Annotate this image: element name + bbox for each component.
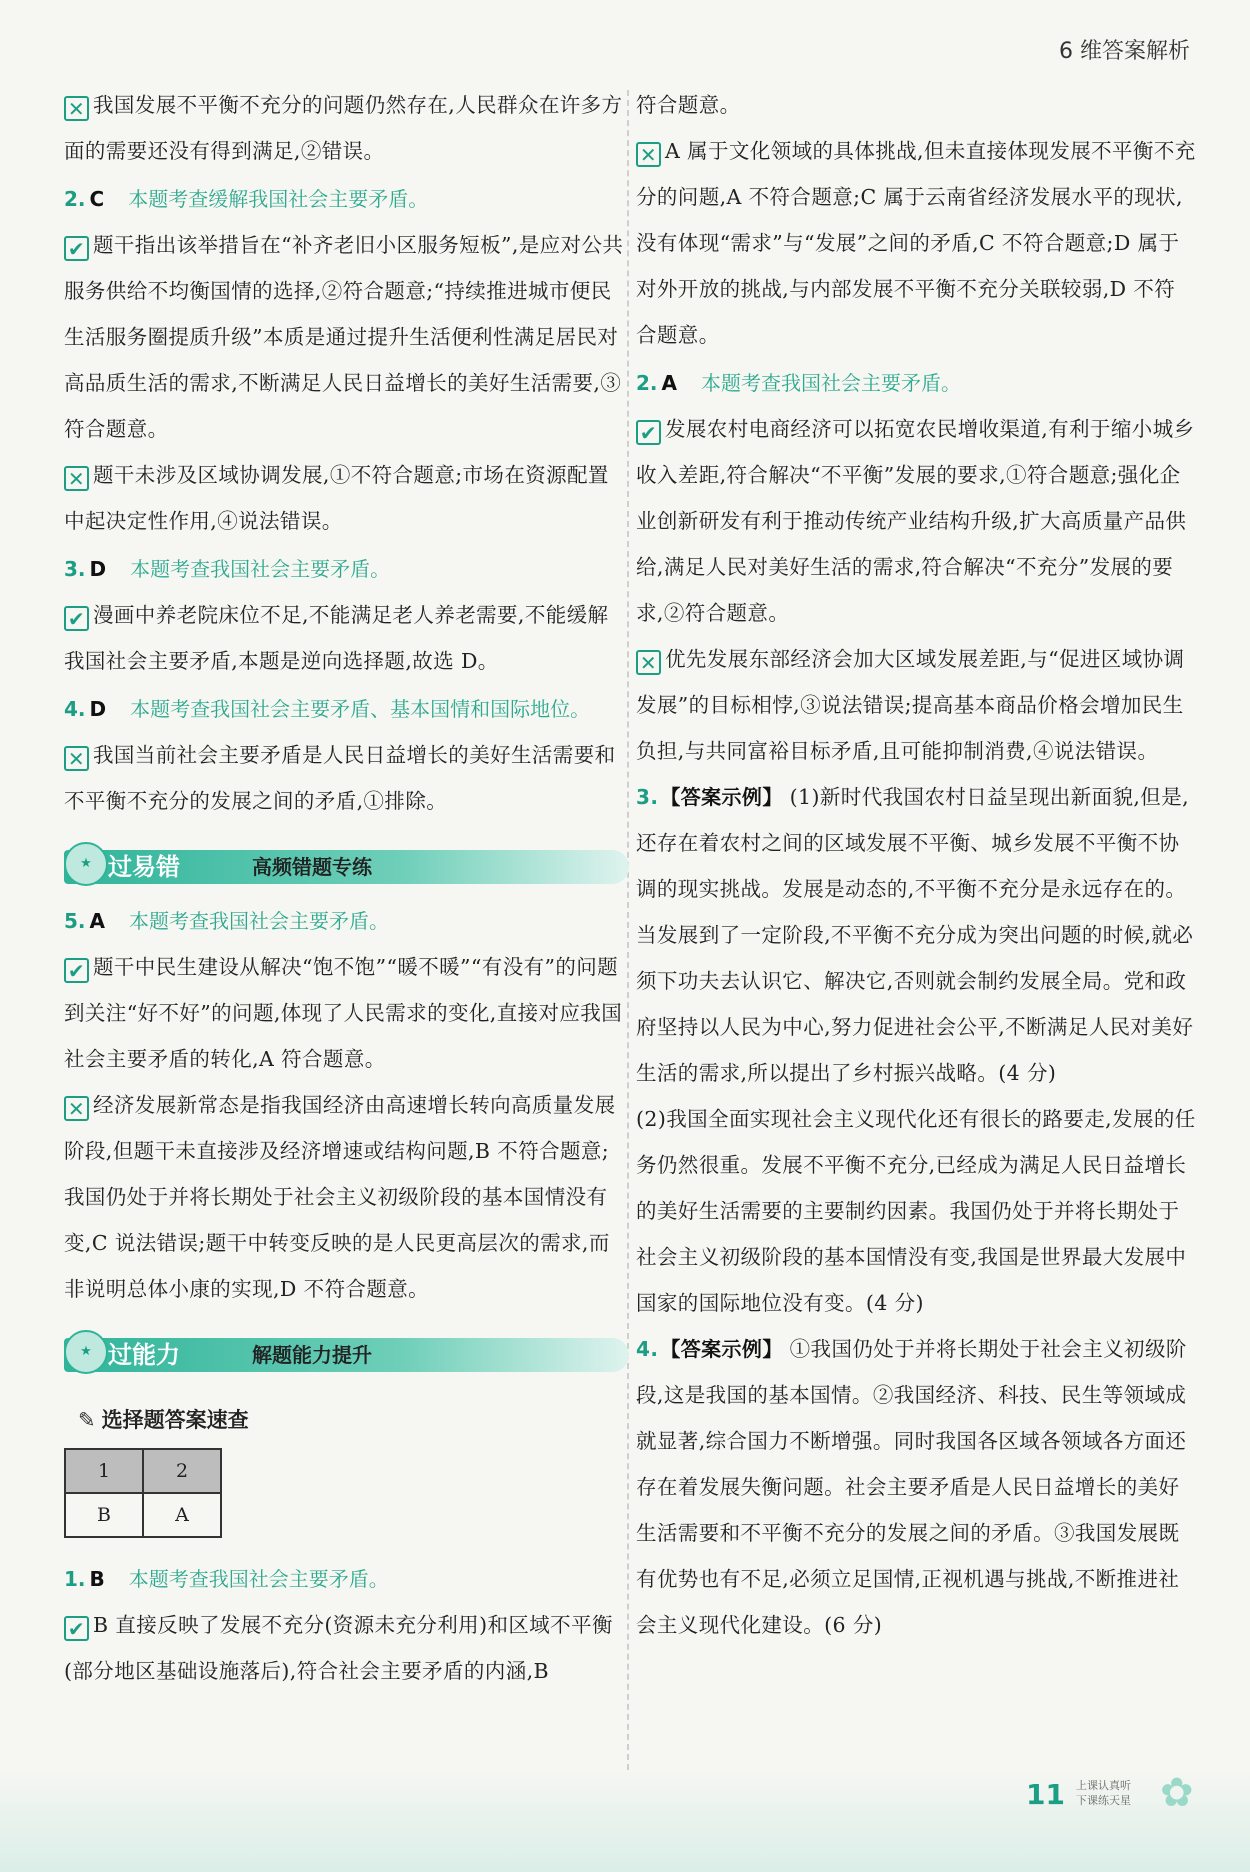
paragraph: ✔ 题干指出该举措旨在“补齐老旧小区服务短板”,是应对公共服务供给不均衡国情的选择,②符合题意;“持续推进城市便民生活服务圈提质升级”本质是通过提升生活便利性满足居民对高品质生活的需求,不断满足人民日益增长的美好生活需要,③符合题意。	[64, 233, 624, 441]
paragraph: ✕ 我国发展不平衡不充分的问题仍然存在,人民群众在许多方面的需要还没有得到满足,②错误。	[64, 93, 623, 163]
pencil-icon: ✎	[78, 1408, 96, 1432]
answer-heading: 2. A 本题考查我国社会主要矛盾。	[636, 371, 961, 395]
left-column	[64, 82, 624, 1694]
cross-icon: ✕	[636, 650, 661, 675]
check-icon: ✔	[64, 1616, 89, 1641]
paragraph: (2)我国全面实现社会主义现代化还有很长的路要走,发展的任务仍然很重。发展不平衡不充分,已经成为满足人民日益增长的美好生活需要的主要制约因素。我国仍处于并将长期处于社会主义初级阶段的基本国情没有变,我国是世界最大发展中国家的国际地位没有变。(4 分)	[636, 1107, 1196, 1315]
cross-icon: ✕	[64, 466, 89, 491]
banner-tag: 过能力	[108, 1341, 180, 1369]
paragraph: ✔ B 直接反映了发展不充分(资源未充分利用)和区域不平衡(部分地区基础设施落后),符合社会主要矛盾的内涵,B	[64, 1613, 613, 1683]
paragraph: ✔ 发展农村电商经济可以拓宽农民增收渠道,有利于缩小城乡收入差距,符合解决“不平衡”发展的要求,①符合题意;强化企业创新研发有利于推动传统产业结构升级,扩大高质量产品供给,满足人民对美好生活的需求,符合解决“不充分”发展的要求,②符合题意。	[636, 417, 1195, 625]
table-cell: 1	[65, 1449, 143, 1493]
footer-motto: 上课认真听 下课练天星	[1076, 1779, 1131, 1807]
check-icon: ✔	[64, 958, 89, 983]
page-header: 6 维答案解析	[1059, 39, 1190, 64]
paragraph: 3. 【答案示例】 (1)新时代我国农村日益呈现出新面貌,但是,还存在着农村之间的区域发展不平衡、城乡发展不平衡不协调的现实挑战。发展是动态的,不平衡不充分是永远存在的。当发展到了一定阶段,不平衡不充分成为突出问题的时候,就必须下功夫去认识它、解决它,否则就会制约发展全局。党和政府坚持以人民为中心,努力促进社会公平,不断满足人民对美好生活的需求,所以提出了乡村振兴战略。(4 分)	[636, 785, 1194, 1085]
answer-table	[64, 1448, 222, 1538]
paragraph: ✔ 漫画中养老院床位不足,不能满足老人养老需要,不能缓解我国社会主要矛盾,本题是逆向选择题,故选 D。	[64, 603, 609, 673]
cross-icon: ✕	[64, 1096, 89, 1121]
banner-subtitle: 解题能力提升	[252, 1343, 372, 1367]
paragraph: ✕ 经济发展新常态是指我国经济由高速增长转向高质量发展阶段,但题干未直接涉及经济增速或结构问题,B 不符合题意;我国仍处于并将长期处于社会主义初级阶段的基本国情没有变,C 说法错误;题干中转变反映的是人民更高层次的需求,而非说明总体小康的实现,D 不符合题意。	[64, 1093, 616, 1301]
answer-heading: 5. A 本题考查我国社会主要矛盾。	[64, 909, 389, 933]
mascot-icon: ★	[64, 1330, 108, 1374]
answer-heading: 2. C 本题考查缓解我国社会主要矛盾。	[64, 187, 429, 211]
answer-heading: 4. D 本题考查我国社会主要矛盾、基本国情和国际地位。	[64, 697, 591, 721]
paragraph: ✕ 我国当前社会主要矛盾是人民日益增长的美好生活需要和不平衡不充分的发展之间的矛盾,①排除。	[64, 743, 616, 813]
answer-heading: 3. D 本题考查我国社会主要矛盾。	[64, 557, 391, 581]
table-cell: A	[143, 1493, 221, 1537]
paragraph: ✕ 优先发展东部经济会加大区域发展差距,与“促进区域协调发展”的目标相悖,③说法错误;提高基本商品价格会增加民生负担,与共同富裕目标矛盾,且可能抑制消费,④说法错误。	[636, 647, 1185, 763]
cross-icon: ✕	[636, 142, 661, 167]
right-column	[636, 82, 1196, 1648]
cross-icon: ✕	[64, 96, 89, 121]
page-number: 11	[1026, 1778, 1065, 1811]
paragraph: ✔ 题干中民生建设从解决“饱不饱”“暖不暖”“有没有”的问题到关注“好不好”的问题,体现了人民需求的变化,直接对应我国社会主要矛盾的转化,A 符合题意。	[64, 955, 623, 1071]
paragraph: ✕ A 属于文化领域的具体挑战,但未直接体现发展不平衡不充分的问题,A 不符合题意;C 属于云南省经济发展水平的现状,没有体现“需求”与“发展”之间的矛盾,C 不符合题意;D 属于对外开放的挑战,与内部发展不平衡不充分关联较弱,D 不符合题意。	[636, 139, 1196, 347]
banner-subtitle: 高频错题专练	[252, 855, 372, 879]
check-icon: ✔	[64, 236, 89, 261]
paragraph: 符合题意。	[636, 93, 741, 117]
column-divider	[627, 90, 629, 1770]
banner-tag: 过易错	[108, 853, 180, 881]
mascot-icon: ★	[64, 842, 108, 886]
cross-icon: ✕	[64, 746, 89, 771]
quick-answer-title: ✎ 选择题答案速查	[78, 1408, 249, 1432]
paragraph: ✕ 题干未涉及区域协调发展,①不符合题意;市场在资源配置中起决定性作用,④说法错误。	[64, 463, 609, 533]
section-banner	[64, 842, 624, 890]
check-icon: ✔	[636, 420, 661, 445]
paragraph: 4. 【答案示例】 ①我国仍处于并将长期处于社会主义初级阶段,这是我国的基本国情。②我国经济、科技、民生等领域成就显著,综合国力不断增强。同时我国各区域各领域各方面还存在着发展失衡问题。社会主要矛盾是人民日益增长的美好生活需要和不平衡不充分的发展之间的矛盾。③我国发展既有优势也有不足,必须立足国情,正视机遇与挑战,不断推进社会主义现代化建设。(6 分)	[636, 1337, 1187, 1637]
answer-heading: 1. B 本题考查我国社会主要矛盾。	[64, 1567, 389, 1591]
check-icon: ✔	[64, 606, 89, 631]
star-mascot-icon: ✿	[1160, 1770, 1194, 1816]
section-banner	[64, 1330, 624, 1378]
table-cell: B	[65, 1493, 143, 1537]
table-cell: 2	[143, 1449, 221, 1493]
